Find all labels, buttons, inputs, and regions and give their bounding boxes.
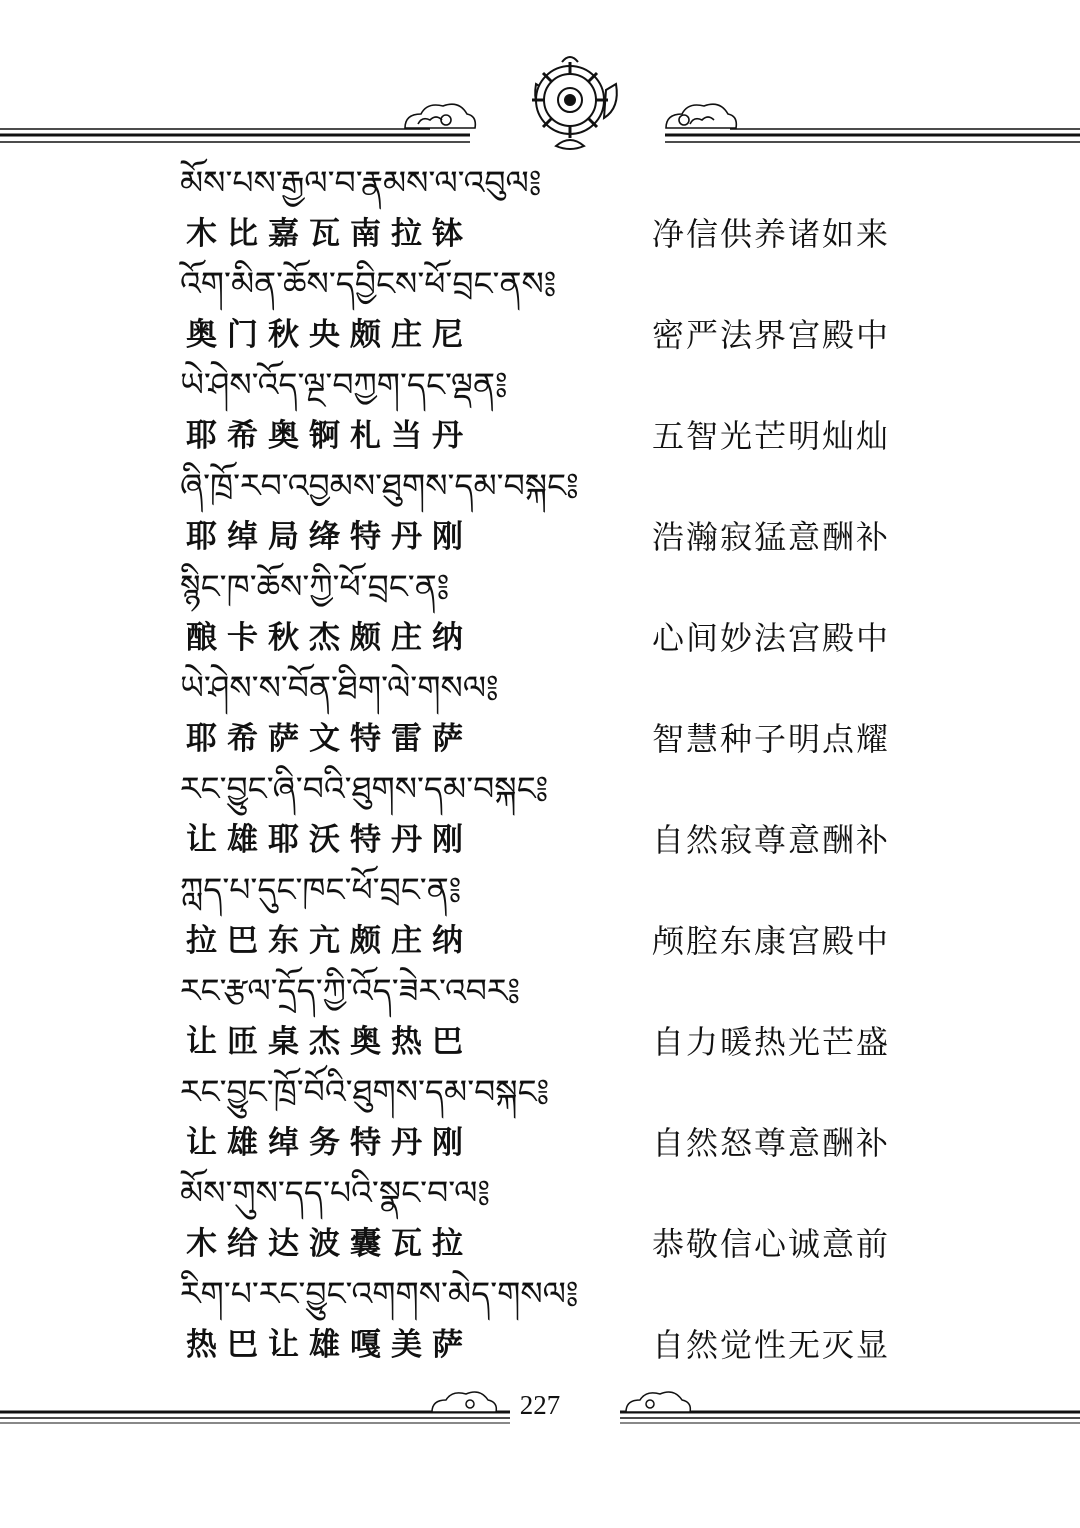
translation-line: 自然寂尊意酬补 (652, 821, 891, 859)
tibetan-line: མོས་པས་རྒྱལ་བ་རྣམས་ལ་འབུལ༔ (180, 163, 542, 202)
verse-list (0, 158, 1080, 1370)
verse (0, 360, 1080, 461)
translation-line: 颅腔东康宫殿中 (652, 922, 891, 960)
transliteration-line: 耶希奥锕札当丹 (186, 418, 473, 454)
verse (0, 865, 1080, 966)
translation-line: 自力暖热光芒盛 (652, 1023, 891, 1061)
page-number: 227 (519, 1390, 561, 1420)
verse (0, 764, 1080, 865)
transliteration-line: 耶绰局绛特丹刚 (186, 519, 473, 555)
transliteration-line: 耶希萨文特雷萨 (186, 721, 473, 757)
verse (0, 1168, 1080, 1269)
cloud-icon (666, 104, 736, 128)
translation-line: 浩瀚寂猛意酬补 (652, 518, 891, 556)
verse (0, 663, 1080, 764)
transliteration-line: 热巴让雄嘎美萨 (186, 1327, 473, 1363)
verse (0, 158, 1080, 259)
translation-line: 自然怒尊意酬补 (652, 1124, 891, 1162)
transliteration-line: 酿卡秋杰颇庄纳 (186, 620, 473, 656)
tibetan-line: ཡེ་ཤེས་ས་བོན་ཐིག་ལེ་གསལ༔ (180, 668, 499, 707)
tibetan-line: རང་བྱུང་ཁྲོ་བོའི་ཐུགས་དམ་བསྐང༔ (180, 1072, 550, 1111)
transliteration-line: 让匝桌杰奥热巴 (186, 1024, 473, 1060)
tibetan-line: ཡེ་ཤེས་འོད་ལྔ་བཀྱག་དང་ལྡན༔ (180, 365, 508, 404)
transliteration-line: 让雄耶沃特丹刚 (186, 822, 473, 858)
transliteration-line: 木比嘉瓦南拉钵 (186, 216, 473, 252)
verse (0, 461, 1080, 562)
translation-line: 自然觉性无灭显 (652, 1326, 891, 1364)
translation-line: 智慧种子明点耀 (652, 720, 891, 758)
header-rule-left (0, 129, 470, 142)
tibetan-line: རང་རྩལ་དྲོད་ཀྱི་འོད་ཟེར་འབར༔ (180, 971, 520, 1010)
tibetan-line: ཞི་ཁྲོ་རབ་འབྱམས་ཐུགས་དམ་བསྐང༔ (180, 466, 579, 505)
translation-line: 恭敬信心诚意前 (652, 1225, 891, 1263)
tibetan-line: ཀླད་པ་དུང་ཁང་ཕོ་བྲང་ན༔ (180, 870, 462, 909)
verse (0, 966, 1080, 1067)
tibetan-line: རིག་པ་རང་བྱུང་འགགས་མེད་གསལ༔ (180, 1274, 579, 1313)
verse (0, 259, 1080, 360)
tibetan-line: སྙིང་ཁ་ཆོས་ཀྱི་ཕོ་བྲང་ན༔ (180, 567, 450, 606)
translation-line: 净信供养诸如来 (652, 215, 891, 253)
header-rule-right (665, 129, 1080, 142)
translation-line: 五智光芒明灿灿 (652, 417, 891, 455)
transliteration-line: 奥门秋央颇庄尼 (186, 317, 473, 353)
transliteration-line: 拉巴东亢颇庄纳 (186, 923, 473, 959)
tibetan-line: འོག་མིན་ཆོས་དབྱིངས་ཕོ་བྲང་ནས༔ (180, 264, 557, 303)
transliteration-line: 让雄绰务特丹刚 (186, 1125, 473, 1161)
verse (0, 562, 1080, 663)
tibetan-line: མོས་གུས་དད་པའི་སྣང་བ་ལ༔ (180, 1173, 491, 1212)
cloud-icon (405, 104, 475, 128)
translation-line: 心间妙法宫殿中 (652, 619, 891, 657)
dharma-wheel-icon (532, 57, 617, 149)
transliteration-line: 木给达波囊瓦拉 (186, 1226, 473, 1262)
tibetan-line: རང་བྱུང་ཞི་བའི་ཐུགས་དམ་བསྐང༔ (180, 769, 549, 808)
verse (0, 1269, 1080, 1370)
verse (0, 1067, 1080, 1168)
translation-line: 密严法界宫殿中 (652, 316, 891, 354)
header-ornament (0, 0, 1080, 160)
